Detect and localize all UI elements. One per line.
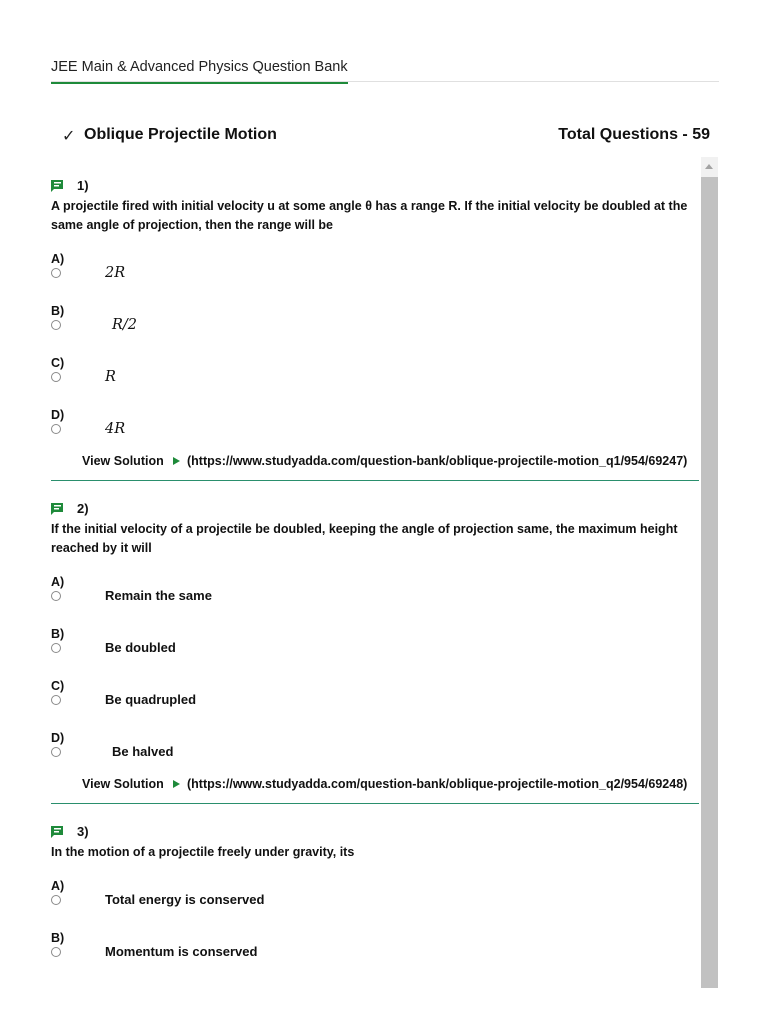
radio-button[interactable] [51,424,61,434]
option-a[interactable] [51,892,699,931]
question-number: 3) [77,824,89,839]
option-text: 2R [105,265,126,281]
question-2 [51,501,699,804]
solution-url[interactable]: (https://www.studyadda.com/question-bank/oblique-projectile-motion_q2/954/69248) [187,777,688,791]
option-label: A) [51,879,65,893]
topic-row [62,125,710,147]
play-icon [173,457,180,465]
total-questions-label: Total Questions - 59 [558,126,710,143]
option-label: C) [51,679,65,693]
play-icon [173,780,180,788]
question-number: 1) [77,178,89,193]
radio-button[interactable] [51,643,61,653]
option-text: Be quadrupled [105,692,197,707]
option-text: Total energy is conserved [105,892,265,907]
radio-button[interactable] [51,372,61,382]
option-text: Remain the same [105,588,212,603]
question-3 [51,824,699,983]
question-divider [51,803,699,804]
radio-button[interactable] [51,268,61,278]
option-label: A) [51,575,65,589]
option-a[interactable] [51,588,699,627]
option-label: C) [51,356,65,370]
option-c[interactable] [51,369,699,408]
option-c[interactable] [51,692,699,731]
page-header [51,58,719,84]
option-label: B) [51,304,65,318]
option-text: R [105,369,116,385]
option-label: D) [51,731,65,745]
option-a[interactable] [51,265,699,304]
scroll-up-arrow-icon[interactable] [701,157,718,177]
solution-url[interactable]: (https://www.studyadda.com/question-bank/oblique-projectile-motion_q1/954/69247) [187,454,688,468]
option-text: R/2 [112,317,138,333]
question-divider [51,480,699,481]
option-b[interactable] [51,944,699,983]
header-title: JEE Main & Advanced Physics Question Bank [51,59,348,84]
option-b[interactable] [51,640,699,679]
chat-icon [51,180,65,193]
check-icon: ✓ [62,128,76,145]
option-label: B) [51,627,65,641]
question-text: If the initial velocity of a projectile be doubled, keeping the angle of projection same, the maximum height reached by it will [51,522,678,555]
option-text: Be doubled [105,640,176,655]
radio-button[interactable] [51,747,61,757]
radio-button[interactable] [51,895,61,905]
option-text: 4R [105,421,126,437]
view-solution-row[interactable] [51,454,699,476]
header-divider [51,81,719,82]
chat-icon [51,503,65,516]
option-label: D) [51,408,65,422]
question-text: In the motion of a projectile freely under gravity, its [51,845,355,859]
option-b[interactable] [51,317,699,356]
radio-button[interactable] [51,591,61,601]
radio-button[interactable] [51,320,61,330]
option-text: Momentum is conserved [105,944,258,959]
option-label: B) [51,931,65,945]
scrollbar-thumb[interactable] [701,177,718,988]
question-number: 2) [77,501,89,516]
scrollbar[interactable] [701,157,718,988]
question-1 [51,178,699,481]
topic-title: Oblique Projectile Motion [84,126,277,143]
option-text: Be halved [112,744,174,759]
question-text: A projectile fired with initial velocity u at some angle θ has a range R. If the initial velocity be doubled at the same angle of projection, then the range will be [51,199,688,232]
view-solution-link[interactable]: View Solution [82,777,164,791]
option-label: A) [51,252,65,266]
radio-button[interactable] [51,947,61,957]
chat-icon [51,826,65,839]
view-solution-row[interactable] [51,777,699,799]
radio-button[interactable] [51,695,61,705]
view-solution-link[interactable]: View Solution [82,454,164,468]
